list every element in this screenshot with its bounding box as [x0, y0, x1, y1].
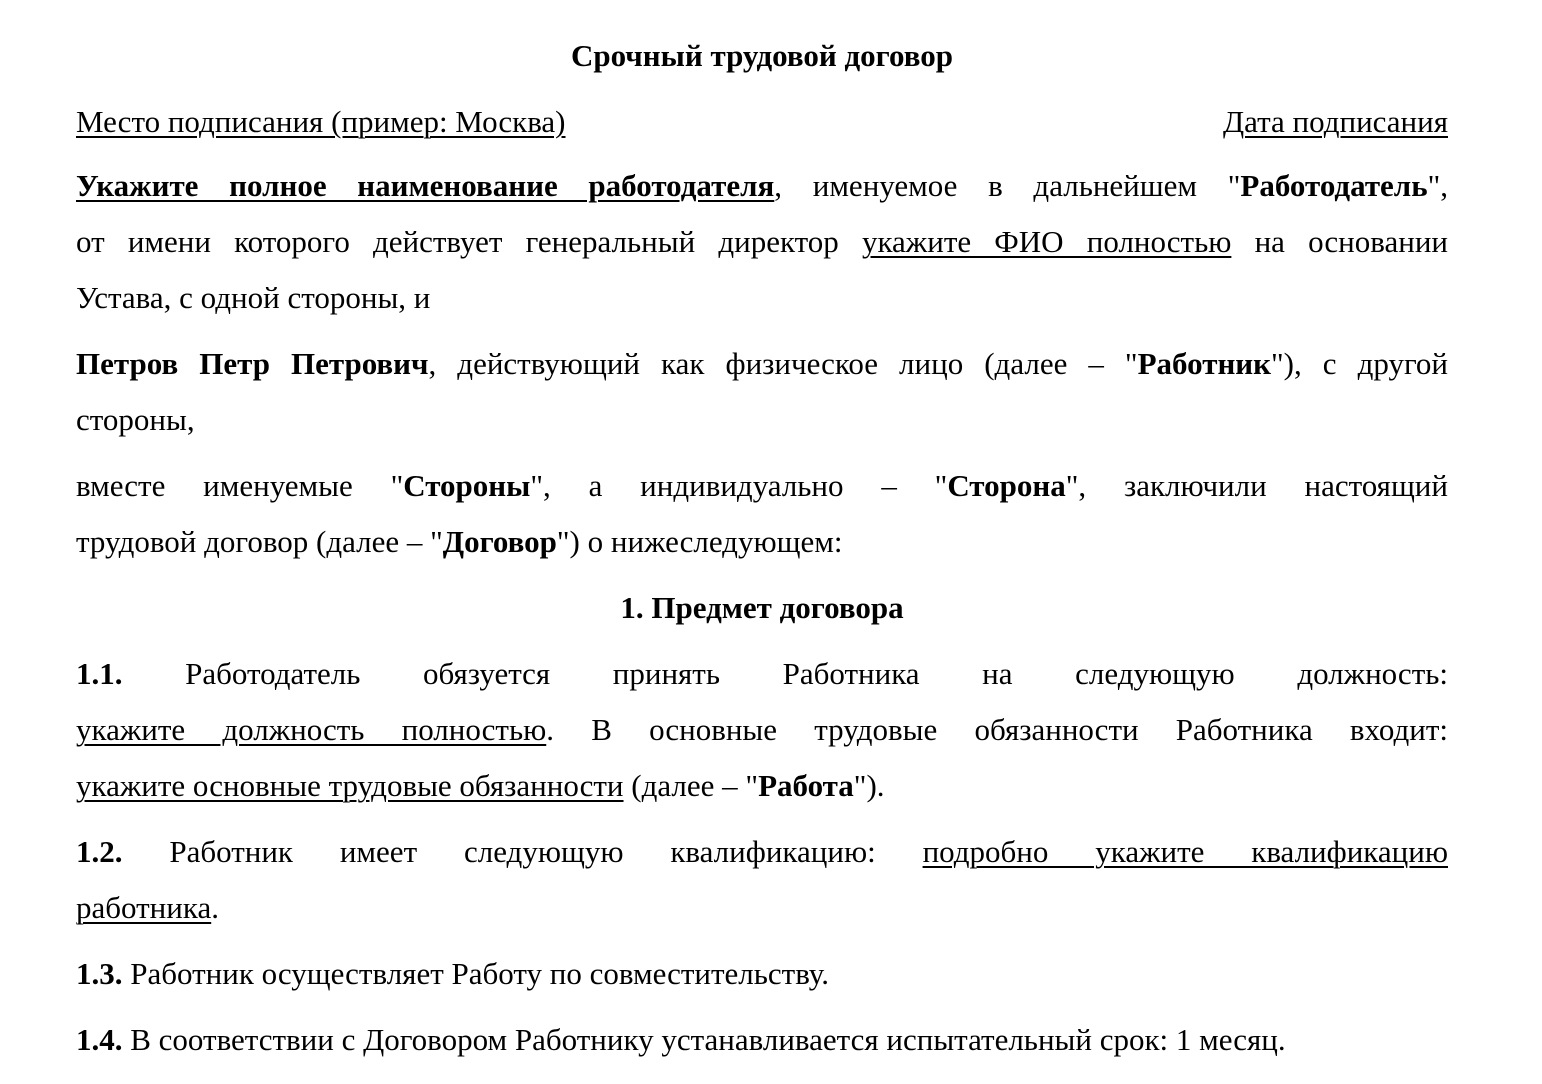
text-run: на основании	[1231, 224, 1448, 259]
clause-1-3	[76, 946, 1448, 1002]
text-run: ", а индивидуально – "	[530, 468, 948, 503]
contract-term: Договор	[442, 524, 557, 559]
clause-number: 1.2.	[76, 834, 123, 869]
text-run: ", заключили настоящий	[1065, 468, 1448, 503]
director-fio-field[interactable]: укажите ФИО полностью	[861, 224, 1232, 259]
text-run: (далее – "	[623, 768, 759, 803]
clause-1-1-line-1	[76, 646, 1448, 702]
clause-number: 1.4.	[76, 1022, 123, 1057]
duties-field[interactable]: укажите основные трудовые обязанности	[76, 768, 624, 803]
text-run: от имени которого действует генеральный директор	[76, 224, 862, 259]
text-run: Работодатель обязуется принять Работника на следующую должность:	[122, 656, 1448, 691]
employer-line-2	[76, 214, 1448, 270]
parties-line-1	[76, 458, 1448, 514]
clause-1-1-line-3	[76, 758, 1448, 814]
section-1-title: 1. Предмет договора	[620, 590, 904, 625]
clause-1-2-line-2	[76, 880, 1448, 936]
employee-line-2: стороны,	[76, 402, 195, 437]
employer-line-3: Устава, с одной стороны, и	[76, 280, 431, 315]
employee-name: Петров Петр Петрович	[76, 346, 429, 381]
work-term: Работа	[758, 768, 854, 803]
party-term: Сторона	[947, 468, 1066, 503]
text-run: Работник имеет следующую квалификацию:	[122, 834, 923, 869]
employer-line-1	[76, 158, 1448, 214]
text-run: .	[211, 890, 219, 925]
parties-term: Стороны	[403, 468, 531, 503]
text-run: , именуемое в дальнейшем "	[774, 168, 1241, 203]
document-page	[76, 0, 1448, 1084]
text-run: ").	[853, 768, 885, 803]
text-run: ",	[1427, 168, 1448, 203]
text-run: . В основные трудовые обязанности Работника входит:	[546, 712, 1448, 747]
clause-1-2-line-1	[76, 824, 1448, 880]
qualification-field-continued[interactable]: работника	[76, 890, 212, 925]
clause-number: 1.3.	[76, 956, 123, 991]
clause-1-4	[76, 1012, 1448, 1068]
clause-number: 1.1.	[76, 656, 123, 691]
place-date-row	[76, 102, 1448, 142]
position-field[interactable]: укажите должность полностью	[76, 712, 547, 747]
text-run: трудовой договор (далее – "	[76, 524, 443, 559]
text-run: , действующий как физическое лицо (далее – "	[428, 346, 1138, 381]
employee-term: Работник	[1137, 346, 1272, 381]
text-run: В соответствии с Договором Работнику устанавливается испытательный срок: 1 месяц.	[122, 1022, 1286, 1057]
signing-place-field[interactable]: Место подписания (пример: Москва)	[76, 104, 566, 139]
parties-line-2	[76, 514, 1448, 570]
employer-name-field[interactable]: Укажите полное наименование работодателя	[76, 168, 775, 203]
text-run: "), с другой	[1271, 346, 1448, 381]
employer-term: Работодатель	[1240, 168, 1428, 203]
document-title: Срочный трудовой договор	[570, 38, 953, 73]
qualification-field[interactable]: подробно укажите квалификацию	[922, 834, 1448, 869]
text-run: ") о нижеследующем:	[556, 524, 843, 559]
clause-1-1-line-2	[76, 702, 1448, 758]
employee-line-1	[76, 336, 1448, 392]
signing-date-field[interactable]: Дата подписания	[1222, 104, 1448, 139]
text-run: Работник осуществляет Работу по совместительству.	[122, 956, 829, 991]
text-run: вместе именуемые "	[76, 468, 404, 503]
